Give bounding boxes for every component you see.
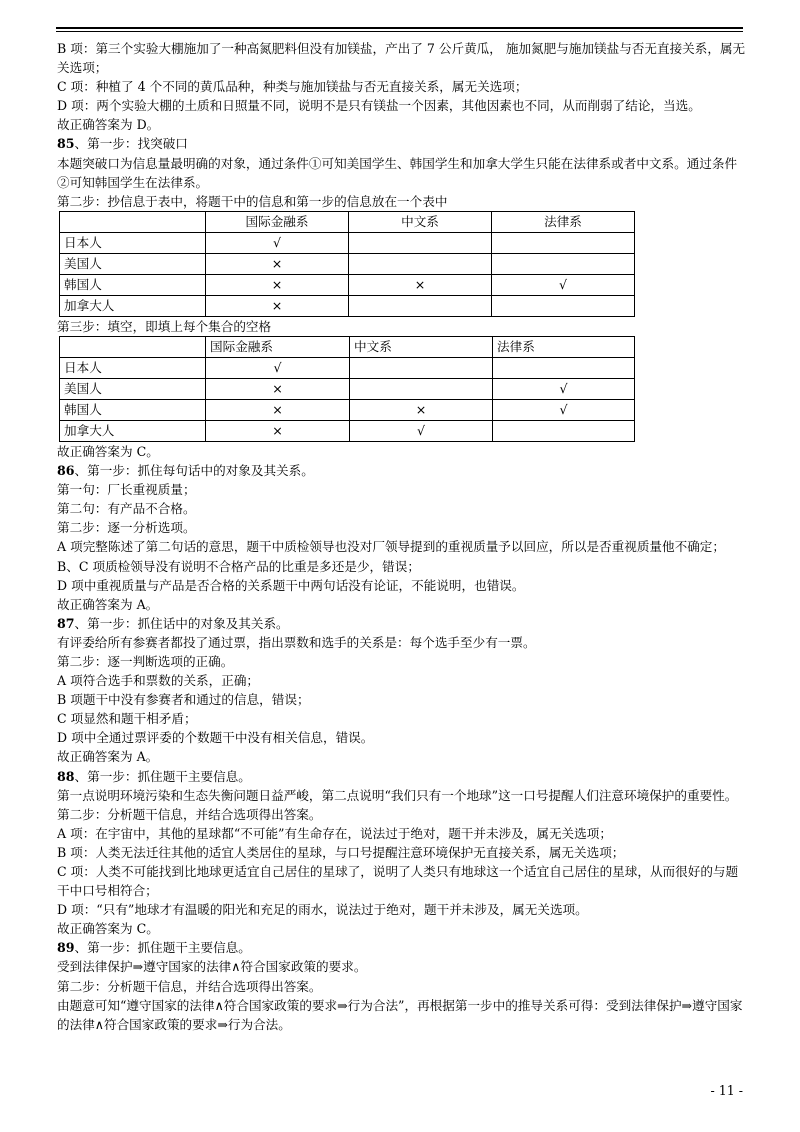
answer-line: 故正确答案为 A。 [57,596,159,612]
text-line: 第二步：逐一判断选项的正确。 [57,653,234,669]
question-number: 88 [57,768,75,784]
question-heading [57,614,747,633]
table-header: 国际金融系 [206,336,350,357]
table-row [60,274,635,295]
table-header: 国际金融系 [206,211,349,232]
document-body [57,39,747,1034]
text-line: 有评委给所有参赛者都投了通过票，指出票数和选手的关系是：每个选手至少有一票。 [57,634,536,650]
text-line: D 项：“只有”地球才有温暖的阳光和充足的雨水，说法过于绝对，题干并未涉及，属无关选项。 [57,902,588,918]
question-step: 、第一步：抓住题干主要信息。 [74,940,251,956]
table-cell: × [206,295,349,316]
table-header-row [60,336,635,357]
table-cell [349,253,492,274]
page-number: - 11 - [710,1083,743,1098]
table-cell: √ [492,274,635,295]
table-cell [349,232,492,253]
table-cell: × [349,274,492,295]
table-cell: × [206,253,349,274]
text-line: B、C 项质检领导没有说明不合格产品的比重是多还是少，错误； [57,558,420,574]
table-row [60,378,635,399]
table-cell: √ [493,399,635,420]
table-header: 法律系 [492,211,635,232]
text-line: 第一点说明环境污染和生态失衡问题日益严峻，第二点说明“我们只有一个地球”这一口号提醒人们注意环境保护的重要性。 [57,787,738,803]
table-cell: 美国人 [60,253,206,274]
text-line: 受到法律保护⇒遵守国家的法律∧符合国家政策的要求。 [57,959,367,975]
question-heading [57,767,747,786]
question-step: 、第一步：抓住题干主要信息。 [74,768,251,784]
table-cell: 日本人 [60,357,206,378]
table-cell [493,357,635,378]
answer-line: 故正确答案为 D。 [57,117,160,133]
text-line: A 项：在宇宙中，其他的星球都“不可能”有生命存在，说法过于绝对，题干并未涉及，属无关选项； [57,825,612,841]
text-line: B 项题干中没有参赛者和通过的信息，错误； [57,692,310,708]
table-cell [492,295,635,316]
question-heading [57,134,747,153]
text-line: 由题意可知“遵守国家的法律∧符合国家政策的要求⇒行为合法”，再根据第一步中的推导关系可得：受到法律保护⇒遵守国家的法律∧符合国家政策的要求⇒行为合法。 [57,997,743,1032]
question-step: 、第一步：抓住每句话中的对象及其关系。 [74,463,314,479]
answer-line: 故正确答案为 C。 [57,921,159,937]
text-line: 第二步：分析题干信息，并结合选项得出答案。 [57,806,322,822]
text-line: 第二步：逐一分析选项。 [57,520,196,536]
question-step: 、第一步：找突破口 [74,136,188,152]
table-cell [60,336,206,357]
question-number: 86 [57,463,75,479]
answer-line: 故正确答案为 A。 [57,749,159,765]
header-rule [56,27,743,29]
table-cell [492,253,635,274]
table-cell: √ [206,357,350,378]
table-cell: × [206,378,350,399]
table-cell [492,232,635,253]
text-line: B 项：第三个实验大棚施加了一种高氮肥料但没有加镁盐，产出了 7 公斤黄瓜， 施加氮肥与施加镁盐与否无直接关系，属无关选项； [57,41,746,76]
table-header: 法律系 [493,336,635,357]
table-cell: × [206,420,350,441]
text-line: A 项符合选手和票数的关系，正确； [57,673,260,689]
text-line: 本题突破口为信息量最明确的对象，通过条件①可知美国学生、韩国学生和加拿大学生只能在法律系或者中文系。通过条件②可知韩国学生在法律系。 [57,155,738,190]
text-line: D 项：两个实验大棚的土质和日照量不同，说明不是只有镁盐一个因素，其他因素也不同，从而削弱了结论，当选。 [57,98,701,114]
text-line: 第二步：分析题干信息，并结合选项得出答案。 [57,978,322,994]
table-cell: 韩国人 [60,274,206,295]
table-cell: 美国人 [60,378,206,399]
table-cell [350,357,493,378]
table-cell: √ [350,420,493,441]
question-number: 89 [57,940,75,956]
table-cell [493,420,635,441]
question-heading [57,938,747,957]
text-line: 第一句：厂长重视质量； [57,482,196,498]
table-cell: √ [206,232,349,253]
table-row [60,253,635,274]
text-line: 第二句：有产品不合格。 [57,501,196,517]
text-line: 第二步：抄信息于表中，将题干中的信息和第一步的信息放在一个表中 [57,193,448,209]
table-row [60,420,635,441]
table-header: 中文系 [350,336,493,357]
table-row [60,232,635,253]
table-row [60,357,635,378]
table-cell: √ [493,378,635,399]
text-line: C 项：种植了 4 个不同的黄瓜品种，种类与施加镁盐与否无直接关系，属无关选项； [57,79,528,95]
table-row [60,295,635,316]
text-line: D 项中重视质量与产品是否合格的关系题干中两句话没有论证，不能说明，也错误。 [57,577,525,593]
table-cell: 加拿大人 [60,420,206,441]
header-rule-thin [56,31,743,32]
table-cell: 加拿大人 [60,295,206,316]
info-table-1 [59,211,635,317]
answer-line: 故正确答案为 C。 [57,443,159,459]
text-line: 第三步：填空，即填上每个集合的空格 [57,318,272,334]
text-line: C 项：人类不可能找到比地球更适宜自己居住的星球了，说明了人类只有地球这一个适宜自己居住的星球，从而很好的与题干中口号相符合； [57,864,739,899]
table-row [60,399,635,420]
question-heading [57,461,747,480]
text-line: A 项完整陈述了第二句话的意思，题干中质检领导也没对厂领导提到的重视质量予以回应，所以是否重视质量他不确定； [57,539,725,555]
table-cell: × [206,274,349,295]
text-line: B 项：人类无法迁往其他的适宜人类居住的星球，与口号提醒注意环境保护无直接关系，属无关选项； [57,844,625,860]
table-cell: 日本人 [60,232,206,253]
table-cell: × [350,399,493,420]
table-cell [350,378,493,399]
info-table-2 [59,336,635,442]
table-header-row [60,211,635,232]
table-cell: 韩国人 [60,399,206,420]
text-line: C 项显然和题干相矛盾； [57,711,197,727]
table-header: 中文系 [349,211,492,232]
question-number: 87 [57,615,75,631]
table-cell: × [206,399,350,420]
question-number: 85 [57,136,75,152]
table-cell [60,211,206,232]
table-cell [349,295,492,316]
text-line: D 项中全通过票评委的个数题干中没有相关信息，错误。 [57,730,374,746]
question-step: 、第一步：抓住话中的对象及其关系。 [74,615,289,631]
